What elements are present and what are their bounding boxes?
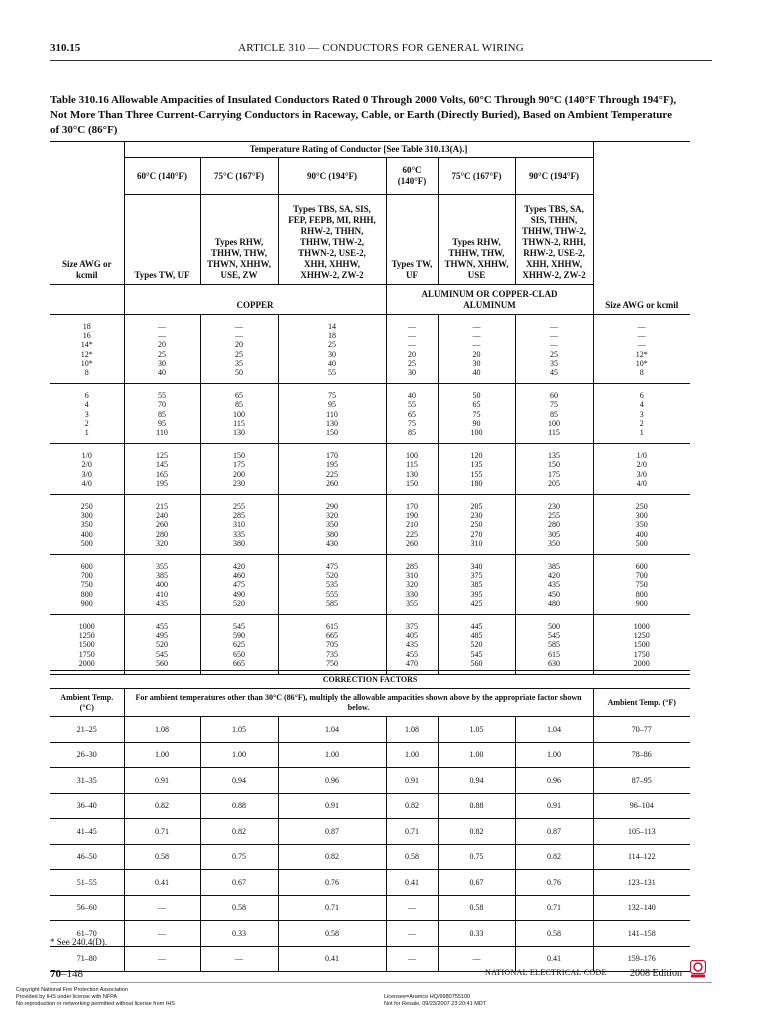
temp-col-cu-60: 60°C (140°F)	[124, 158, 200, 195]
factor-cell: 0.58	[515, 921, 593, 947]
factor-cell: 0.94	[438, 768, 515, 794]
size-cell: 250 300 350 400 500	[50, 495, 124, 555]
factor-cell: 0.41	[124, 870, 200, 896]
footnote: * See 240.4(D).	[50, 937, 107, 947]
copyright-notice: Copyright National Fire Protection Association Provided by IHS under license with NFPA No reproduction or networking permitted without license from IHS	[16, 987, 175, 1007]
factor-cell: 1.08	[386, 717, 438, 743]
factor-cell: 0.71	[386, 819, 438, 845]
factor-cell: 0.33	[438, 921, 515, 947]
value-cell: 375 405 435 455 470	[386, 615, 438, 675]
ambient-f-header: Ambient Temp. (°F)	[593, 689, 690, 717]
factor-cell: 0.91	[278, 793, 386, 819]
ambient-c-cell: 51–55	[50, 870, 124, 896]
value-cell: 420 460 475 490 520	[200, 555, 278, 615]
size-cell: 600 700 750 800 900	[50, 555, 124, 615]
value-cell: 125 145 165 195	[124, 444, 200, 495]
factor-cell: 0.94	[200, 768, 278, 794]
factor-cell: 0.41	[278, 946, 386, 972]
corner-cell	[50, 142, 124, 158]
ambient-f-cell: 105–113	[593, 819, 690, 845]
factor-cell: 0.82	[515, 844, 593, 870]
temp-col-al-60: 60°C (140°F)	[386, 158, 438, 195]
value-cell: 215 240 260 280 320	[124, 495, 200, 555]
value-cell: 255 285 310 335 380	[200, 495, 278, 555]
factor-cell: 0.58	[124, 844, 200, 870]
corner-cell-right	[593, 142, 690, 158]
factor-cell: 0.58	[386, 844, 438, 870]
value-cell: 445 485 520 545 560	[438, 615, 515, 675]
value-cell: 340 375 385 395 425	[438, 555, 515, 615]
value-cell: 385 420 435 450 480	[515, 555, 593, 615]
value-cell: 355 385 400 410 435	[124, 555, 200, 615]
factor-cell: 0.58	[200, 895, 278, 921]
correction-note: For ambient temperatures other than 30°C (86°F), multiply the allowable ampacities shown above by the appropriate factor shown below.	[124, 689, 593, 717]
value-cell: 120 135 155 180	[438, 444, 515, 495]
factor-cell: —	[438, 946, 515, 972]
value-cell: 75 95 110 130 150	[278, 384, 386, 444]
factor-cell: 0.33	[200, 921, 278, 947]
factor-cell: 0.76	[278, 870, 386, 896]
value-cell: — — — 20 30 40	[438, 315, 515, 384]
ambient-c-cell: 61–70	[50, 921, 124, 947]
table-row	[50, 870, 690, 896]
ambient-f-cell: 114–122	[593, 844, 690, 870]
value-cell: 135 150 175 205	[515, 444, 593, 495]
factor-cell: 1.00	[386, 742, 438, 768]
value-cell: 285 310 320 330 355	[386, 555, 438, 615]
types-cu-75: Types RHW, THHW, THW, THWN, XHHW, USE, ZW	[200, 195, 278, 285]
value-cell: 100 115 130 150	[386, 444, 438, 495]
value-cell: 205 230 250 270 310	[438, 495, 515, 555]
factor-cell: 0.71	[515, 895, 593, 921]
ambient-c-header: Ambient Temp. (°C)	[50, 689, 124, 717]
factor-cell: 1.00	[438, 742, 515, 768]
factor-cell: 0.67	[200, 870, 278, 896]
factor-cell: 0.58	[438, 895, 515, 921]
value-cell: — — 20 25 30 40	[124, 315, 200, 384]
table-row	[50, 895, 690, 921]
factor-cell: 1.00	[200, 742, 278, 768]
nfpa-logo-icon	[690, 960, 706, 978]
ambient-f-cell: 141–158	[593, 921, 690, 947]
temperature-rating-header: Temperature Rating of Conductor [See Table 310.13(A).]	[124, 142, 593, 158]
size-cell-right: 6 4 3 2 1	[593, 384, 690, 444]
value-cell: 230 255 280 305 350	[515, 495, 593, 555]
factor-cell: 0.82	[200, 819, 278, 845]
value-cell: — — — 20 25 30	[386, 315, 438, 384]
size-cell-right: 600 700 750 800 900	[593, 555, 690, 615]
types-cu-60: Types TW, UF	[124, 195, 200, 285]
edition-label: 2008 Edition	[630, 968, 682, 979]
size-cell-right: 1000 1250 1500 1750 2000	[593, 615, 690, 675]
ambient-c-cell: 46–50	[50, 844, 124, 870]
factor-cell: —	[124, 946, 200, 972]
factor-cell: 0.82	[124, 793, 200, 819]
factor-cell: —	[386, 946, 438, 972]
temp-col-al-75: 75°C (167°F)	[438, 158, 515, 195]
value-cell: 170 190 210 225 260	[386, 495, 438, 555]
value-cell: 455 495 520 545 560	[124, 615, 200, 675]
factor-cell: —	[386, 895, 438, 921]
ambient-f-cell: 123–131	[593, 870, 690, 896]
types-al-60: Types TW, UF	[386, 195, 438, 285]
factor-cell: 0.87	[278, 819, 386, 845]
factor-cell: 0.91	[515, 793, 593, 819]
ambient-c-cell: 71–80	[50, 946, 124, 972]
factor-cell: —	[124, 921, 200, 947]
size-cell: 18 16 14* 12* 10* 8	[50, 315, 124, 384]
factor-cell: 1.05	[438, 717, 515, 743]
factor-cell: 0.96	[278, 768, 386, 794]
article-title: ARTICLE 310 — CONDUCTORS FOR GENERAL WIRING	[238, 42, 524, 54]
factor-cell: 1.04	[515, 717, 593, 743]
table-row-group	[50, 615, 690, 675]
ambient-c-cell: 36–40	[50, 793, 124, 819]
ambient-c-cell: 26–30	[50, 742, 124, 768]
factor-cell: 0.82	[278, 844, 386, 870]
value-cell: 50 65 75 90 100	[438, 384, 515, 444]
header-rule	[50, 60, 712, 61]
value-cell: 14 18 25 30 40 55	[278, 315, 386, 384]
types-al-90: Types TBS, SA, SIS, THHN, THHW, THW-2, THWN-2, RHH, RHW-2, USE-2, XHH, XHHW, XHHW-2, ZW-2	[515, 195, 593, 285]
ambient-f-cell: 159–176	[593, 946, 690, 972]
license-notice: Licensee=Aramco HQ/9980755100 Not for Resale, 09/23/2007 23:20:41 MDT	[384, 994, 487, 1007]
value-cell: 475 520 535 555 585	[278, 555, 386, 615]
factor-cell: 0.71	[278, 895, 386, 921]
table-row	[50, 793, 690, 819]
value-cell: 60 75 85 100 115	[515, 384, 593, 444]
ambient-f-cell: 78–86	[593, 742, 690, 768]
factor-cell: 1.08	[124, 717, 200, 743]
page-number: 70–148	[50, 968, 83, 980]
types-cu-90: Types TBS, SA, SIS, FEP, FEPB, MI, RHH, RHW-2, THHN, THHW, THW-2, THWN-2, USE-2, XHH, XHHW, XHHW-2, ZW-2	[278, 195, 386, 285]
size-cell: 1/0 2/0 3/0 4/0	[50, 444, 124, 495]
factor-cell: 1.04	[278, 717, 386, 743]
size-cell-right: 250 300 350 400 500	[593, 495, 690, 555]
running-header	[50, 42, 712, 62]
size-cell-right: 1/0 2/0 3/0 4/0	[593, 444, 690, 495]
factor-cell: 0.58	[278, 921, 386, 947]
factor-cell: 0.82	[438, 819, 515, 845]
ambient-f-cell: 132–140	[593, 895, 690, 921]
table-row-group	[50, 555, 690, 615]
factor-cell: —	[124, 895, 200, 921]
table-row-group	[50, 315, 690, 384]
factor-cell: 1.00	[278, 742, 386, 768]
size-cell: 1000 1250 1500 1750 2000	[50, 615, 124, 675]
value-cell: 150 175 200 230	[200, 444, 278, 495]
temp-col-cu-90: 90°C (194°F)	[278, 158, 386, 195]
size-cell: 6 4 3 2 1	[50, 384, 124, 444]
table-row-group	[50, 444, 690, 495]
factor-cell: 1.05	[200, 717, 278, 743]
ambient-f-cell: 96–104	[593, 793, 690, 819]
table-row	[50, 819, 690, 845]
size-header-right: Size AWG or kcmil	[593, 285, 690, 315]
factor-cell: 0.87	[515, 819, 593, 845]
table-row	[50, 921, 690, 947]
factor-cell: 0.71	[124, 819, 200, 845]
factor-cell: 0.75	[200, 844, 278, 870]
table-row-group	[50, 384, 690, 444]
value-cell: — — 20 25 35 50	[200, 315, 278, 384]
size-header-left: Size AWG or kcmil	[50, 195, 124, 285]
value-cell: 500 545 585 615 630	[515, 615, 593, 675]
table-row	[50, 717, 690, 743]
types-al-75: Types RHW, THHW, THW, THWN, XHHW, USE	[438, 195, 515, 285]
correction-factors-table	[50, 670, 690, 972]
factor-cell: 0.41	[386, 870, 438, 896]
temp-col-al-90: 90°C (194°F)	[515, 158, 593, 195]
factor-cell: 0.91	[124, 768, 200, 794]
factor-cell: 0.88	[200, 793, 278, 819]
table-row	[50, 768, 690, 794]
factor-cell: 0.75	[438, 844, 515, 870]
ampacity-table	[50, 141, 690, 675]
table-caption: Table 310.16 Allowable Ampacities of Insulated Conductors Rated 0 Through 2000 Volts, 60°C Through 90°C (140°F Through 194°F), Not More Than Three Current-Carrying Conductors in Raceway, Cable, or Earth (Directly Buried), Based on Ambient Temperature of 30°C (86°F)	[50, 94, 677, 136]
factor-cell: 0.96	[515, 768, 593, 794]
value-cell: 290 320 350 380 430	[278, 495, 386, 555]
ambient-c-cell: 41–45	[50, 819, 124, 845]
code-name: NATIONAL ELECTRICAL CODE	[485, 968, 607, 977]
value-cell: 615 665 705 735 750	[278, 615, 386, 675]
temp-col-cu-75: 75°C (167°F)	[200, 158, 278, 195]
correction-title: CORRECTION FACTORS	[50, 671, 690, 689]
value-cell: 545 590 625 650 665	[200, 615, 278, 675]
value-cell: 40 55 65 75 85	[386, 384, 438, 444]
factor-cell: 0.41	[515, 946, 593, 972]
factor-cell: 1.00	[515, 742, 593, 768]
factor-cell: 0.76	[515, 870, 593, 896]
ambient-c-cell: 31–35	[50, 768, 124, 794]
factor-cell: 0.67	[438, 870, 515, 896]
value-cell: 170 195 225 260	[278, 444, 386, 495]
copper-label: COPPER	[124, 285, 386, 315]
table-row	[50, 844, 690, 870]
factor-cell: 0.88	[438, 793, 515, 819]
factor-cell: 0.91	[386, 768, 438, 794]
value-cell: — — — 25 35 45	[515, 315, 593, 384]
value-cell: 55 70 85 95 110	[124, 384, 200, 444]
ambient-c-cell: 21–25	[50, 717, 124, 743]
size-cell-right: — — — 12* 10* 8	[593, 315, 690, 384]
table-row	[50, 742, 690, 768]
table-row-group	[50, 495, 690, 555]
factor-cell: 1.00	[124, 742, 200, 768]
section-number: 310.15	[50, 42, 81, 54]
factor-cell: —	[386, 921, 438, 947]
ambient-c-cell: 56–60	[50, 895, 124, 921]
factor-cell: —	[200, 946, 278, 972]
value-cell: 65 85 100 115 130	[200, 384, 278, 444]
factor-cell: 0.82	[386, 793, 438, 819]
ambient-f-cell: 87–95	[593, 768, 690, 794]
aluminum-label: ALUMINUM OR COPPER-CLAD ALUMINUM	[386, 285, 593, 315]
footer-rule	[50, 982, 712, 983]
ambient-f-cell: 70–77	[593, 717, 690, 743]
